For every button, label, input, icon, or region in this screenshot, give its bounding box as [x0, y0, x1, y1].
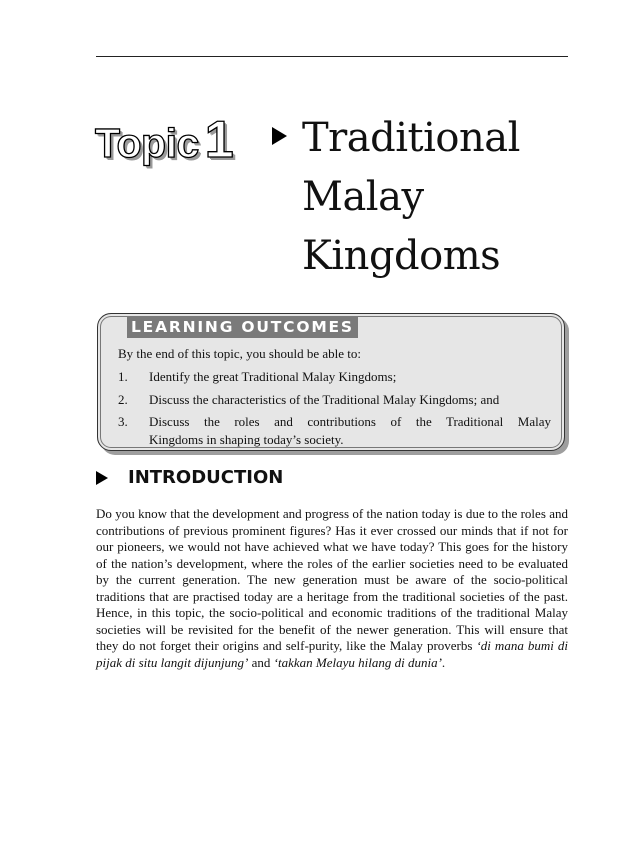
header-rule	[96, 56, 568, 57]
introduction-paragraph: Do you know that the development and progress of the nation today is due to the roles and contributions of previous prominent figures? Has it ever crossed our minds that if not for our pioneers, we would not have achieved what we have today? This goes for the history of the nation’s development, where the roles of the earlier societies need to be evaluated by the current generation. The new generation must be aware of the socio-political traditions that are practised today are a heritage from the traditional societies of the past. Hence, in this topic, the socio-political and economic traditions of the traditional Malay societies will be revisited for the benefit of the newer generation. This will ensure that they do not forget their origins and self-purity, like the Malay proverbs ‘di mana bumi di pijak di situ langit dijunjung’ and ‘takkan Melayu hilang di dunia’.	[96, 506, 568, 670]
outcome-text-line-2: Kingdoms in shaping today’s society.	[149, 432, 344, 447]
outcome-text-line-1: Discuss the roles and contributions of the Traditional Malay	[149, 414, 551, 429]
play-arrow-icon	[272, 127, 287, 145]
topic-title-line-3: Kingdoms	[302, 233, 501, 279]
learning-outcomes-badge: LEARNING OUTCOMES	[127, 316, 358, 338]
outcome-text: Identify the great Traditional Malay Kingdoms;	[149, 369, 397, 384]
introduction-heading: INTRODUCTION	[128, 467, 284, 488]
section-arrow-icon	[96, 471, 108, 485]
proverb-2: ‘takkan Melayu hilang di dunia’	[273, 654, 442, 670]
outcome-number: 3.	[118, 414, 128, 429]
topic-number: 1	[204, 111, 234, 169]
outcome-number: 1.	[118, 369, 128, 384]
proverb-1: ‘di mana bumi di pijak di situ langit dijunjung’	[96, 638, 568, 670]
outcome-text: Discuss the characteristics of the Traditional Malay Kingdoms; and	[149, 392, 500, 407]
topic-title-line-1: Traditional	[302, 115, 520, 161]
outcome-number: 2.	[118, 392, 128, 407]
topic-label: Topic 1	[95, 111, 234, 169]
topic-title-line-2: Malay	[302, 174, 424, 220]
learning-outcomes-intro: By the end of this topic, you should be able to:	[118, 346, 361, 361]
